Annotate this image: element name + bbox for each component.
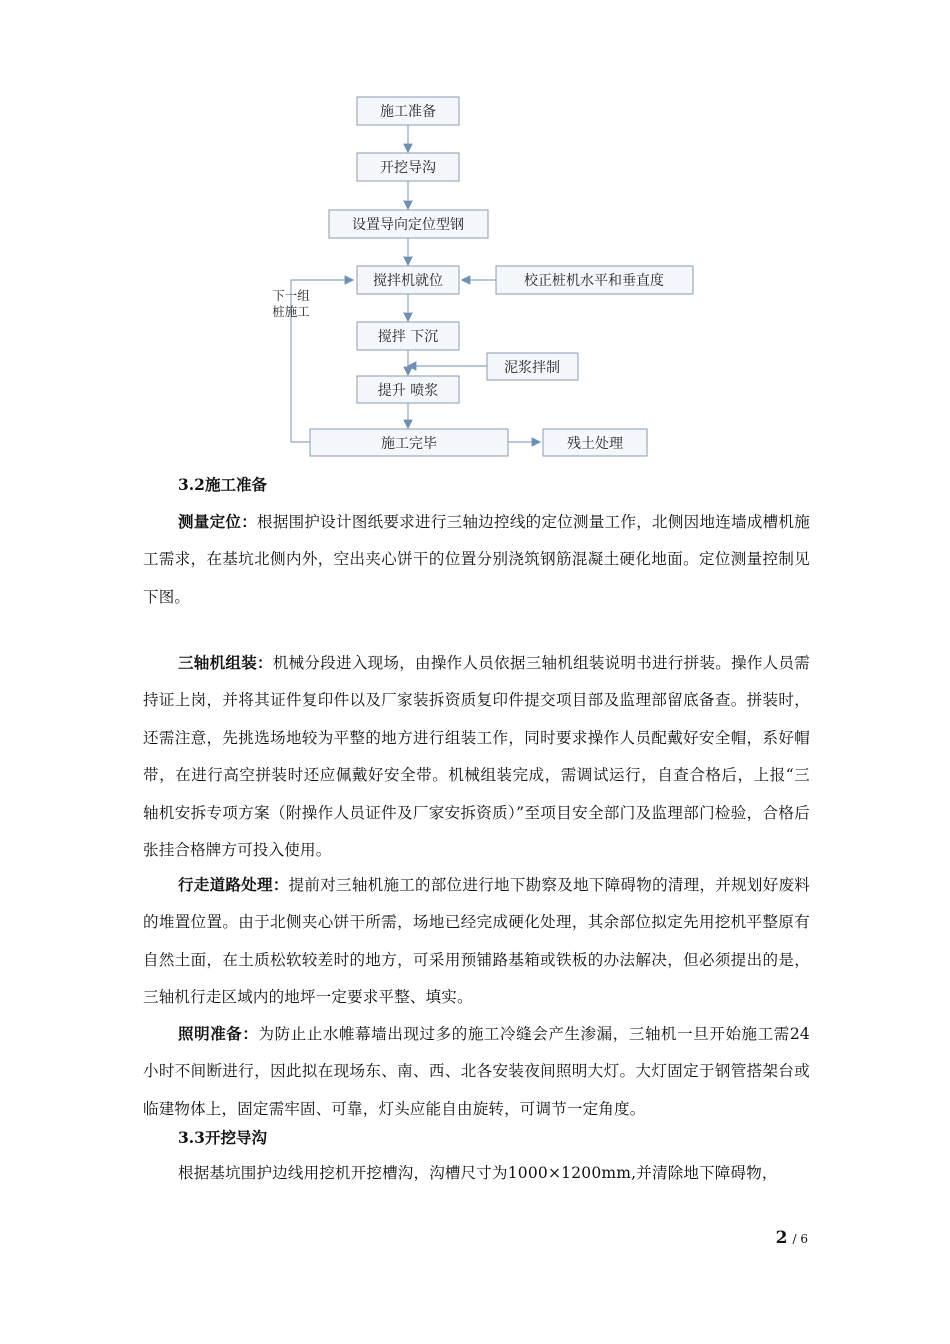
svg-text:施工完毕: 施工完毕 bbox=[381, 436, 437, 452]
svg-text:施工准备: 施工准备 bbox=[380, 104, 436, 120]
page-total: / 6 bbox=[792, 1232, 808, 1246]
flow-input-calibrate bbox=[496, 266, 693, 294]
svg-text:搅拌机就位: 搅拌机就位 bbox=[373, 273, 443, 289]
paragraph-lighting bbox=[143, 1015, 810, 1128]
flow-output-soil bbox=[543, 429, 647, 456]
svg-text:设置导向定位型钢: 设置导向定位型钢 bbox=[352, 217, 464, 233]
paragraph-body: 机械分段进入现场，由操作人员依据三轴机组装说明书进行拼装。操作人员需持证上岗，并将其证件复印件以及厂家装拆资质复印件提交项目部及监理部留底备查。拼装时，还需注意，先挑选场地较为平整的地方进行组装工作，同时要求操作人员配戴好安全帽，系好帽带，在进行高空拼装时还应佩戴好安全带。机械组装完成，需调试运行，自查合格后，上报“三轴机安拆专项方案（附操作人员证件及厂家安拆资质）”至项目安全部门及监理部门检验，合格后张挂合格牌方可投入使用。 bbox=[143, 654, 811, 860]
paragraph-survey bbox=[143, 503, 810, 616]
paragraph-body: 为防止止水帷幕墙出现过多的施工冷缝会产生渗漏，三轴机一旦开始施工需24小时不间断进行，因此拟在现场东、南、西、北各安装夜间照明大灯。大灯固定于钢管搭架台或临建物体上，固定需牢固、可靠，灯头应能自由旋转，可调节一定角度。 bbox=[143, 1025, 810, 1118]
svg-text:残土处理: 残土处理 bbox=[567, 436, 623, 452]
svg-text:开挖导沟: 开挖导沟 bbox=[380, 160, 436, 176]
paragraph-trench bbox=[143, 1155, 810, 1192]
flow-step-mix-sink bbox=[357, 322, 459, 350]
paragraph-assembly bbox=[143, 644, 810, 869]
flow-step-finish bbox=[310, 429, 508, 456]
section-title-3-3: 3.3开挖导沟 bbox=[178, 1128, 267, 1147]
page-number bbox=[776, 1228, 808, 1248]
loop-label-line2: 桩施工 bbox=[272, 304, 310, 319]
flow-step-guide-steel bbox=[329, 210, 488, 238]
paragraph-lead: 照明准备： bbox=[178, 1024, 259, 1043]
page-current: 2 bbox=[775, 1228, 788, 1248]
svg-text:泥浆拌制: 泥浆拌制 bbox=[504, 360, 560, 376]
flow-input-slurry bbox=[487, 353, 578, 380]
paragraph-road bbox=[143, 866, 810, 1017]
construction-flowchart bbox=[0, 0, 950, 470]
svg-text:校正桩机水平和垂直度: 校正桩机水平和垂直度 bbox=[524, 273, 664, 289]
flow-step-prep bbox=[357, 97, 459, 125]
paragraph-body: 根据基坑围护边线用挖机开挖槽沟，沟槽尺寸为1000×1200mm,并清除地下障碍物， bbox=[178, 1164, 778, 1182]
flow-step-trench bbox=[357, 153, 459, 181]
paragraph-body: 根据围护设计图纸要求进行三轴边控线的定位测量工作，北侧因地连墙成槽机施工需求，在基坑北侧内外，空出夹心饼干的位置分别浇筑钢筋混凝土硬化地面。定位测量控制见下图。 bbox=[143, 513, 810, 606]
svg-text:搅拌 下沉: 搅拌 下沉 bbox=[377, 329, 439, 345]
paragraph-body: 提前对三轴机施工的部位进行地下勘察及地下障碍物的清理，并规划好废料的堆置位置。由于北侧夹心饼干所需，场地已经完成硬化处理，其余部位拟定先用挖机平整原有自然土面，在土质松软较差时的地方，可采用预铺路基箱或铁板的办法解决，但必须提出的是，三轴机行走区域内的地坪一定要求平整、填实。 bbox=[143, 876, 810, 1007]
svg-text:提升 喷浆: 提升 喷浆 bbox=[377, 383, 439, 399]
paragraph-lead: 测量定位： bbox=[178, 512, 258, 531]
flow-step-lift-spray bbox=[357, 376, 459, 403]
loop-label-line1: 下一组 bbox=[272, 288, 310, 303]
paragraph-lead: 三轴机组装： bbox=[178, 653, 273, 672]
flow-step-mixer-position bbox=[357, 266, 459, 294]
paragraph-lead: 行走道路处理： bbox=[178, 875, 289, 894]
section-title-3-2: 3.2施工准备 bbox=[178, 475, 267, 494]
